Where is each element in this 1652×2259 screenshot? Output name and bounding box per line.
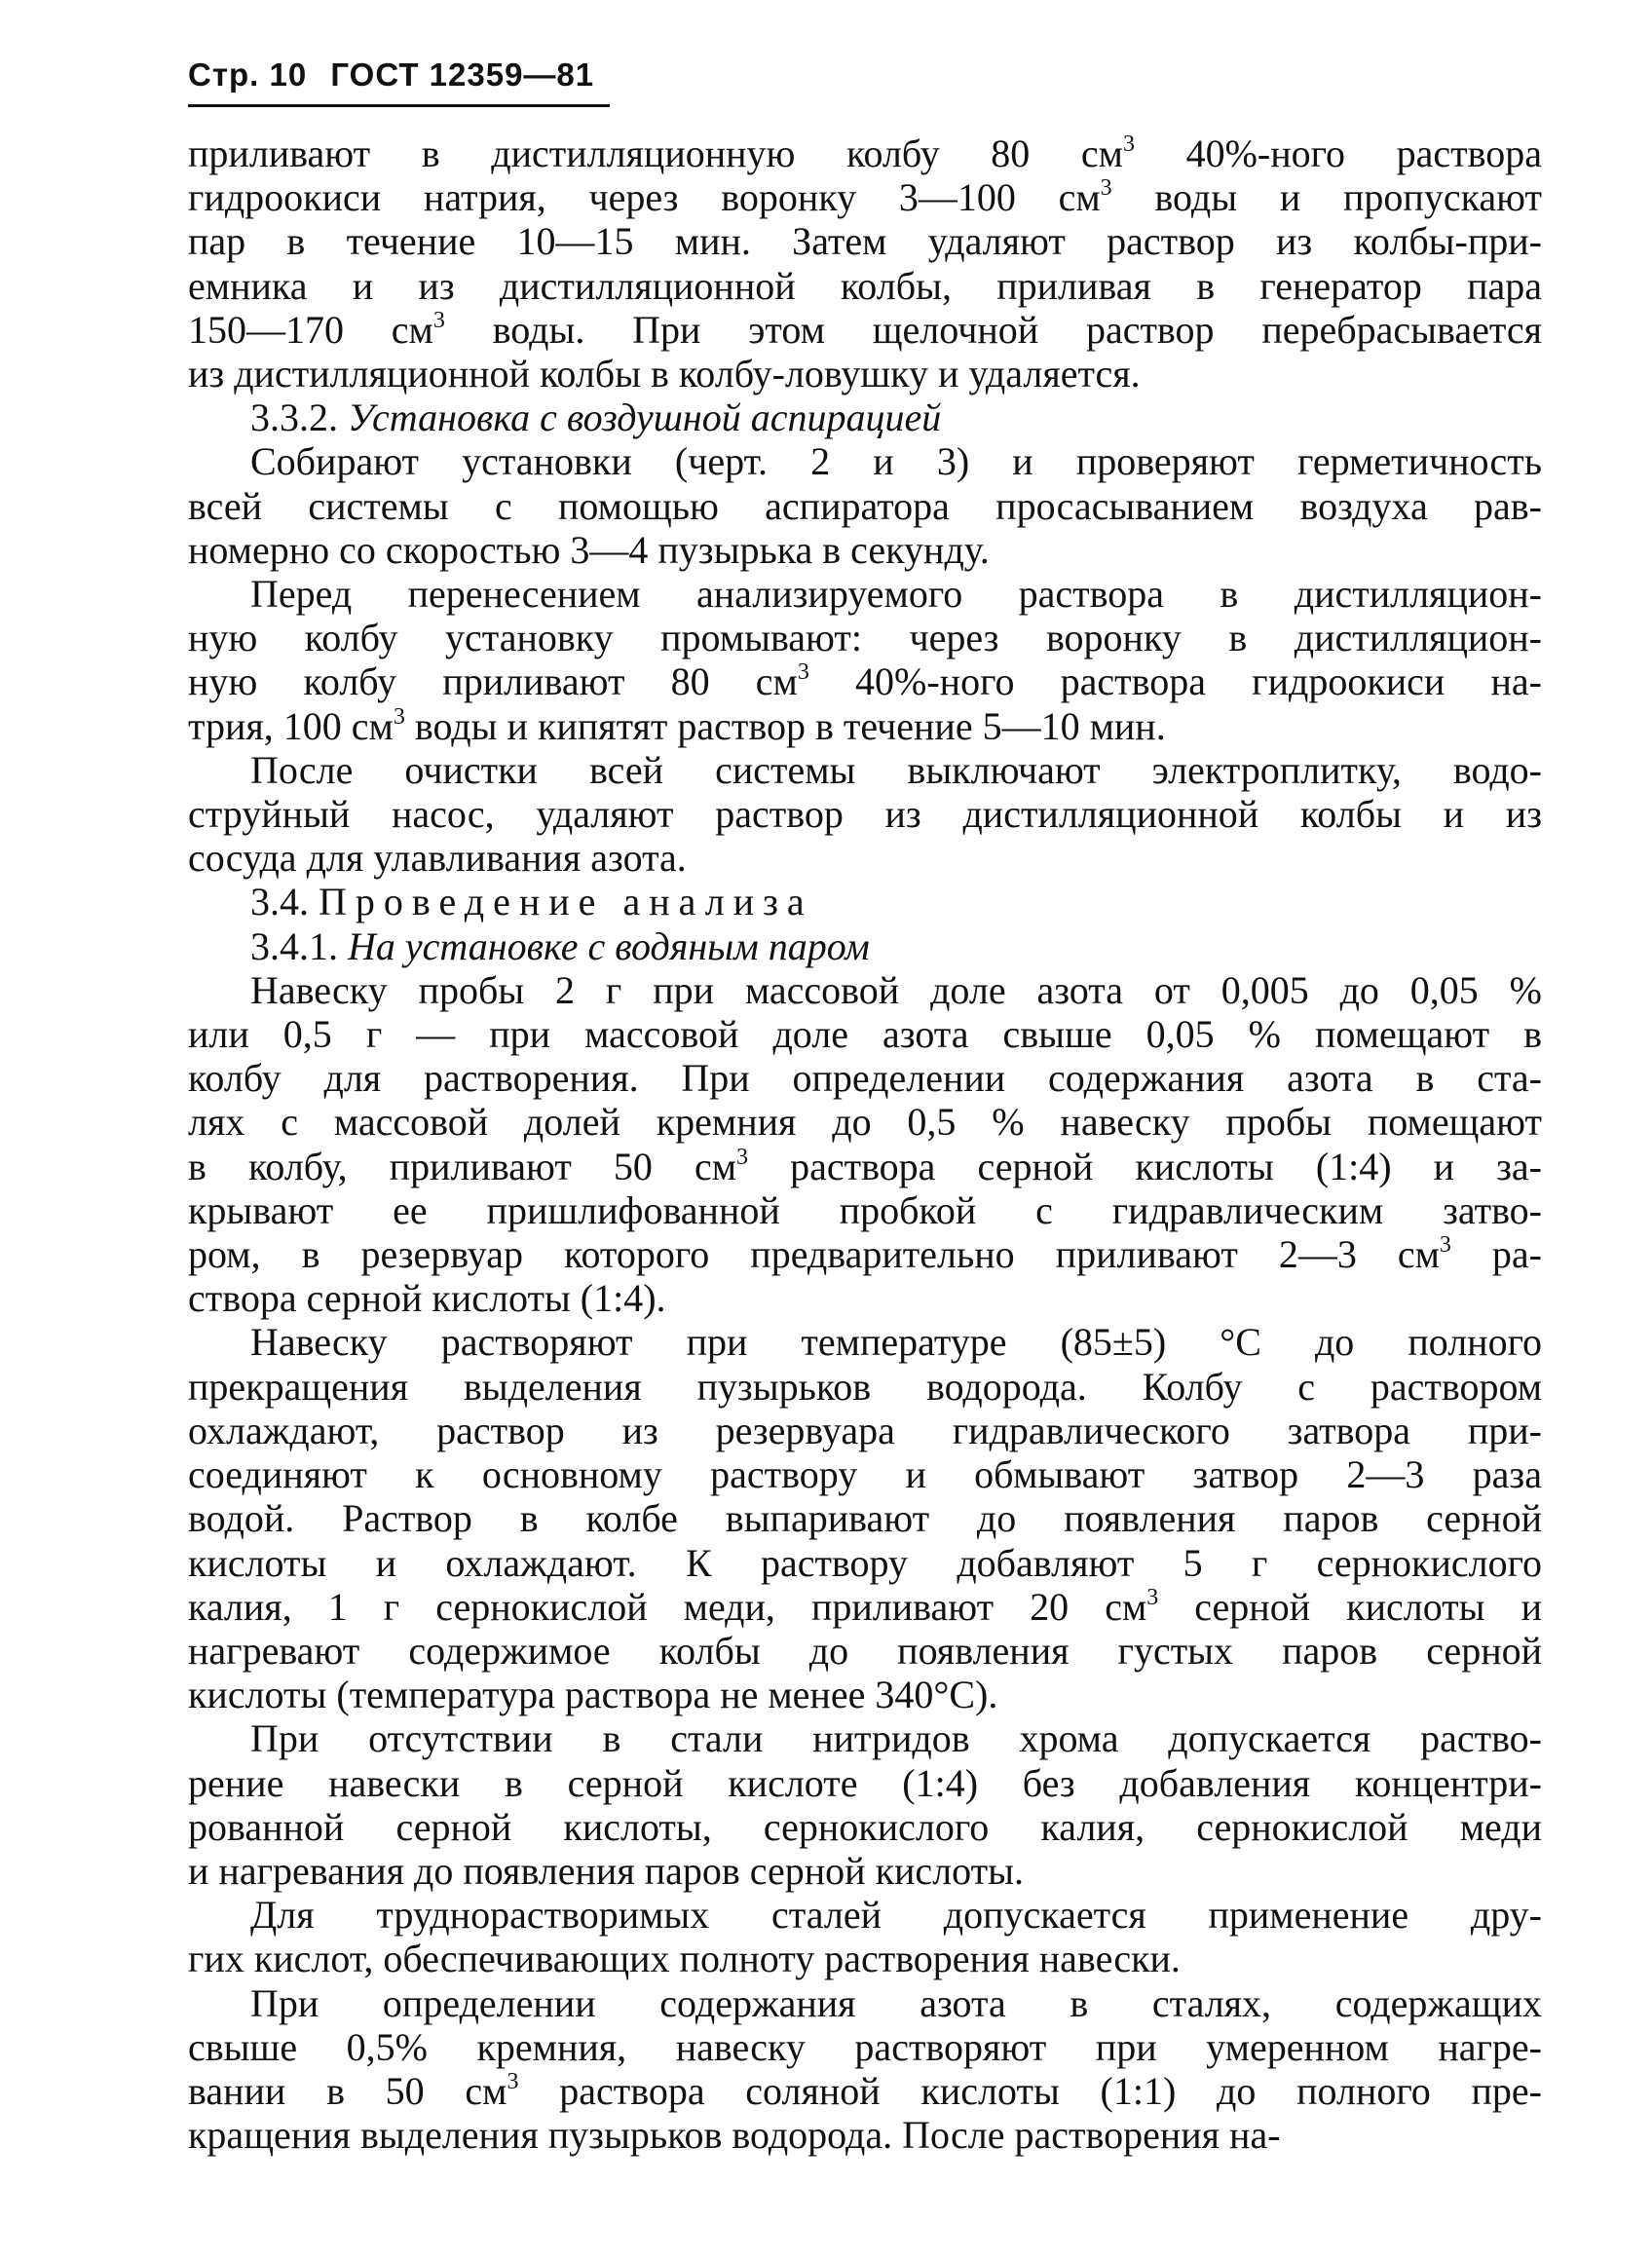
text-line: Навеску пробы 2 г при массовой доле азота от 0,005 до 0,05 %: [250, 967, 1542, 1012]
text-line: рение навески в серной кислоте (1:4) без добавления концентри-: [188, 1760, 1542, 1805]
text-line: соединяют к основному раствору и обмывают затвор 2—3 раза: [188, 1452, 1542, 1497]
text-line: трия, 100 $см^3$ воды и кипятят раствор в течение 5—10 мин.: [188, 703, 1166, 748]
text-line: лях с массовой долей кремния до 0,5 % навеску пробы помещают: [188, 1100, 1542, 1145]
section-heading: [188, 880, 1542, 923]
page-number-label: Стр. 10: [188, 56, 308, 93]
text-line: водой. Раствор в колбе выпаривают до появления паров серной: [188, 1496, 1542, 1541]
text-line: кращения выделения пузырьков водорода. После растворения на-: [188, 2113, 1281, 2158]
text-line: ром, в резервуар которого предварительно приливают 2—3 $см^3$ ра-: [188, 1232, 1542, 1277]
text-line: Собирают установки (черт. 2 и 3) и проверяют герметичность: [250, 439, 1542, 484]
section-heading: [188, 924, 1542, 968]
text-line: калия, 1 г сернокислой меди, приливают 20 $см^3$ серной кислоты и: [188, 1584, 1542, 1629]
standard-designation: ГОСТ 12359—81: [330, 56, 595, 93]
text-line: кислоты (температура раствора не менее 340°С).: [188, 1673, 998, 1717]
text-line: сосуда для улавливания азота.: [188, 836, 687, 881]
text-line: ную колбу приливают 80 $см^3$ 40%-ного раствора гидроокиси на-: [188, 659, 1542, 704]
text-line: колбу для растворения. При определении содержания азота в ста-: [188, 1056, 1542, 1101]
section-title: Установка с воздушной аспирацией: [348, 395, 942, 440]
text-line: и нагревания до появления паров серной кислоты.: [188, 1848, 1024, 1893]
text-line: При отсутствии в стали нитридов хрома допускается раство-: [250, 1716, 1542, 1761]
text-line: гидроокиси натрия, через воронку 3—100 $см^3$ воды и пропускают: [188, 175, 1542, 220]
text-line: рованной серной кислоты, сернокислого калия, сернокислой меди: [188, 1804, 1542, 1849]
text-line: крывают ее пришлифованной пробкой с гидравлическим затво-: [188, 1187, 1542, 1232]
text-line: нагревают содержимое колбы до появления густых паров серной: [188, 1628, 1542, 1673]
text-line: струйный насос, удаляют раствор из дистилляционной колбы и из: [188, 792, 1542, 837]
body-text: [188, 132, 1542, 2157]
section-title: На установке с водяным паром: [348, 923, 870, 968]
text-line: Навеску растворяют при температуре (85±5) °С до полного: [250, 1320, 1542, 1365]
text-line: Перед перенесением анализируемого раствора в дистилляцион-: [250, 572, 1542, 617]
section-number: 3.3.2.: [250, 395, 338, 440]
text-line: емника и из дистилляционной колбы, приливая в генератор пара: [188, 263, 1542, 308]
text-line: гих кислот, обеспечивающих полноту растворения навески.: [188, 1937, 1181, 1981]
text-line: Для труднорастворимых сталей допускается применение дру-: [250, 1893, 1542, 1938]
text-line: номерно со скоростью 3—4 пузырька в секунду.: [188, 527, 990, 572]
text-line: При определении содержания азота в сталях, содержащих: [250, 1980, 1542, 2025]
text-line: свыше 0,5% кремния, навеску растворяют при умеренном нагре-: [188, 2024, 1542, 2069]
text-line: или 0,5 г — при массовой доле азота свыше 0,05 % помещают в: [188, 1012, 1542, 1057]
text-line: прекращения выделения пузырьков водорода. Колбу с раствором: [188, 1364, 1542, 1409]
text-line: охлаждают, раствор из резервуара гидравлического затвора при-: [188, 1408, 1542, 1452]
text-line: кислоты и охлаждают. К раствору добавляют 5 г сернокислого: [188, 1540, 1542, 1585]
text-line: приливают в дистилляционную колбу 80 $см^3$ 40%-ного раствора: [188, 132, 1542, 175]
section-number: 3.4.1.: [250, 923, 338, 968]
section-title: Проведение анализа: [319, 880, 813, 924]
header-rule: [188, 104, 610, 107]
text-line: в колбу, приливают 50 $см^3$ раствора серной кислоты (1:4) и за-: [188, 1144, 1542, 1188]
section-number: 3.4.: [250, 880, 309, 924]
text-line: После очистки всей системы выключают электроплитку, водо-: [250, 747, 1542, 792]
page-header: [188, 56, 608, 94]
text-line: из дистилляционной колбы в колбу-ловушку и удаляется.: [188, 352, 1141, 396]
text-line: 150—170 $см^3$ воды. При этом щелочной раствор перебрасывается: [188, 307, 1542, 352]
text-line: всей системы с помощью аспиратора просасыванием воздуха рав-: [188, 483, 1542, 528]
text-line: пар в течение 10—15 мин. Затем удаляют раствор из колбы-при-: [188, 219, 1542, 264]
text-line: ную колбу установку промывают: через воронку в дистилляцион-: [188, 616, 1542, 660]
text-line: вании в 50 $см^3$ раствора соляной кислоты (1:1) до полного пре-: [188, 2068, 1542, 2113]
section-heading: [188, 395, 1542, 439]
text-line: створа серной кислоты (1:4).: [188, 1276, 666, 1321]
